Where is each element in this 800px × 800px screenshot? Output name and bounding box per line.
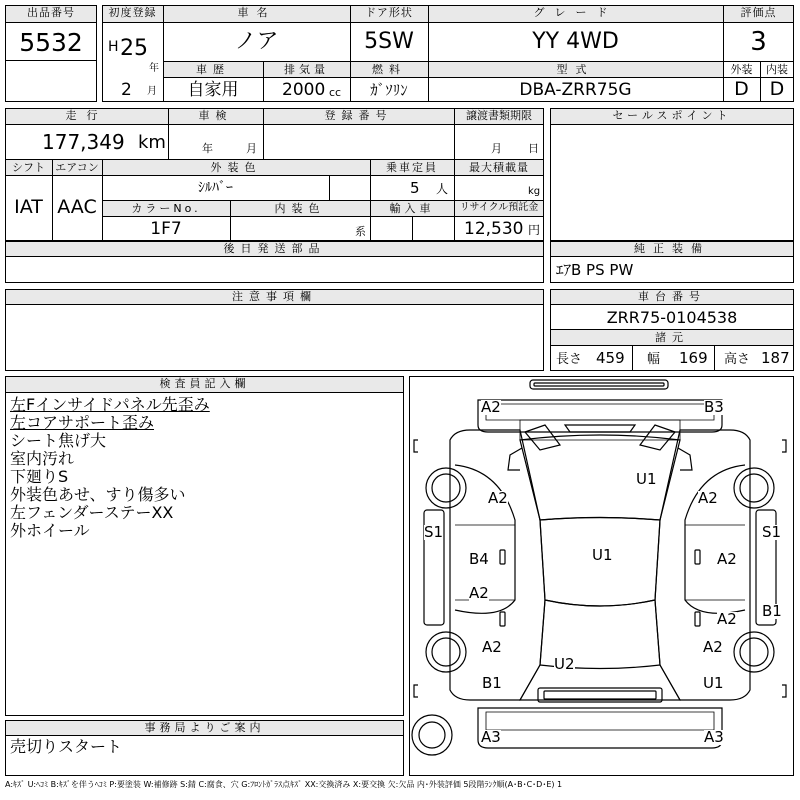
notes-label: 注意事項欄 <box>232 290 317 303</box>
legend: A:ｷｽﾞ U:ﾍｺﾐ B:ｷｽﾞを伴うﾍｺﾐ P:要塗装 W:補修跡 S:錆 C:腐食、穴 G:ﾌﾛﾝﾄｶﾞﾗｽ点ｷｽﾞ XX:交換済み X:要交換 欠:欠品 内･外装評価 5段階ﾗﾝｸ順(A･B･C･D･E) 1 <box>5 780 563 789</box>
office-label: 事務局よりご案内 <box>144 721 265 734</box>
shift: IAT <box>14 196 43 218</box>
mileage-label: 走行 <box>65 109 108 122</box>
interior-label: 内装 <box>766 63 788 76</box>
car-name: ノア <box>234 29 279 54</box>
inspector-note-line: 左Fインサイドパネル先歪み <box>10 395 210 414</box>
inspector-note-line: 外ホイール <box>10 521 90 540</box>
inspector-note-line: シート焦げ大 <box>10 431 107 450</box>
door-type: 5SW <box>364 29 414 54</box>
displacement-unit: cc <box>329 86 342 99</box>
mileage: 177,349 <box>42 130 125 154</box>
history: 自家用 <box>187 80 239 100</box>
inspector-note-line: 室内汚れ <box>10 449 75 468</box>
damage-mark: A2 <box>469 584 489 602</box>
year-unit: 年 <box>149 63 159 74</box>
reg-month: 2 <box>121 80 132 100</box>
month-unit: 月 <box>147 86 157 97</box>
damage-mark: U1 <box>592 546 613 564</box>
exterior-grade: D <box>734 78 749 100</box>
int-color-label: 内装色 <box>274 202 326 215</box>
import-label: 輸入車 <box>389 202 435 215</box>
transfer-month-unit: 月 <box>491 142 502 155</box>
damage-mark: B1 <box>482 674 502 692</box>
transfer-label: 譲渡書類期限 <box>466 109 532 122</box>
inspector-note-line: 外装色あせ、すり傷多い <box>10 485 186 504</box>
damage-mark: U1 <box>703 674 724 692</box>
inspection-month-unit: 月 <box>246 142 257 155</box>
sales-points-label: セールスポイント <box>612 109 732 122</box>
specs-label: 諸元 <box>655 331 689 344</box>
capacity-unit: 人 <box>436 182 449 196</box>
damage-mark: S1 <box>424 523 444 541</box>
genuine-equipment: ｴｱB PS PW <box>556 261 634 279</box>
width-label: 幅 <box>647 352 661 367</box>
score: 3 <box>750 27 767 57</box>
inspector-note-line: 左コアサポート歪み <box>10 413 155 432</box>
reg-year: 25 <box>120 36 148 61</box>
grade-label: グレード <box>533 6 618 19</box>
history-label: 車歴 <box>196 63 230 76</box>
office-note: 売切りスタート <box>10 737 123 756</box>
damage-mark: A2 <box>717 550 737 568</box>
damage-mark: U2 <box>554 655 575 673</box>
model-code: DBA-ZRR75G <box>519 80 632 100</box>
damage-mark: A2 <box>488 489 508 507</box>
damage-mark: B1 <box>762 602 782 620</box>
length-value: 459 <box>596 349 625 367</box>
displacement-label: 排気量 <box>284 63 329 76</box>
chassis-label: 車台番号 <box>638 290 706 303</box>
score-label: 評価点 <box>740 6 777 19</box>
length-label: 長さ <box>556 352 583 367</box>
door-label: ドア形状 <box>365 6 413 19</box>
mileage-unit: km <box>138 132 166 153</box>
damage-mark: U1 <box>636 470 657 488</box>
damage-mark: A2 <box>698 489 718 507</box>
damage-mark: A3 <box>704 728 724 746</box>
height-label: 高さ <box>724 352 751 367</box>
load-label: 最大積載量 <box>469 161 529 174</box>
damage-mark: A2 <box>703 638 723 656</box>
grade: YY 4WD <box>532 29 619 54</box>
damage-mark: A2 <box>481 398 501 416</box>
ac-label: エアコン <box>55 161 99 174</box>
fuel: ｶﾞｿﾘﾝ <box>370 81 408 99</box>
damage-mark: S1 <box>762 523 782 541</box>
inspector-note-line: 下廻りS <box>10 467 69 486</box>
model-label: 型式 <box>556 63 595 76</box>
damage-mark: A3 <box>481 728 501 746</box>
color-no: 1F7 <box>150 219 182 239</box>
lot-number: 5532 <box>19 28 83 57</box>
inspection-label: 車検 <box>198 109 233 122</box>
transfer-day-unit: 日 <box>528 142 539 155</box>
displacement: 2000 <box>282 80 326 100</box>
recycle-fee: 12,530 <box>464 219 524 239</box>
color-no-label: カラーNo. <box>131 202 201 215</box>
damage-mark: A2 <box>717 610 737 628</box>
recycle-label: リサイクル預託金 <box>459 202 539 213</box>
inspector-label: 検査員記入欄 <box>159 377 250 390</box>
capacity-label: 乗車定員 <box>386 161 438 174</box>
first-reg-label: 初度登録 <box>108 6 157 19</box>
damage-mark: A2 <box>482 638 502 656</box>
interior-grade: D <box>769 78 785 100</box>
width-value: 169 <box>679 349 708 367</box>
fuel-label: 燃料 <box>372 63 406 76</box>
genuine-label: 純正装備 <box>634 242 710 255</box>
reg-no-label: 登録番号 <box>324 109 393 122</box>
era: H <box>108 39 119 55</box>
inspector-note-line: 左フェンダーステーXX <box>10 503 174 522</box>
chassis-number: ZRR75-0104538 <box>606 308 738 327</box>
inspection-year-unit: 年 <box>202 142 213 155</box>
capacity: 5 <box>410 179 420 197</box>
int-color-unit: 系 <box>355 225 366 238</box>
ext-color-label: 外装色 <box>210 161 262 174</box>
exterior-label: 外装 <box>730 63 753 76</box>
load-unit: kg <box>528 186 541 197</box>
ext-color: ｼﾙﾊﾞｰ <box>198 180 233 196</box>
recycle-unit: 円 <box>528 223 541 237</box>
car-name-label: 車名 <box>237 6 276 19</box>
later-parts-label: 後日発送部品 <box>223 242 326 255</box>
ac: AAC <box>57 196 97 218</box>
lot-number-label: 出品番号 <box>27 6 75 19</box>
shift-label: シフト <box>12 161 45 174</box>
height-value: 187 <box>761 349 790 367</box>
damage-mark: B4 <box>469 550 489 568</box>
damage-mark: B3 <box>704 398 724 416</box>
